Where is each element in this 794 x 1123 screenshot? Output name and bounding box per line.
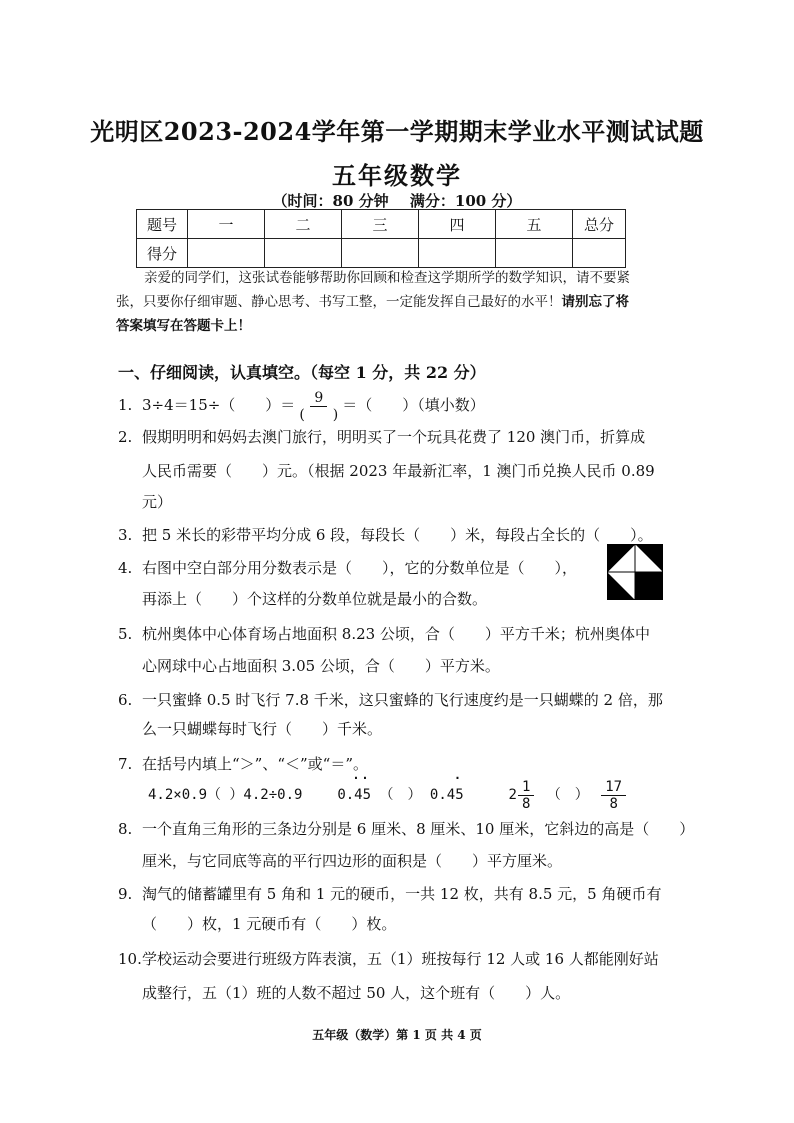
score-cell: 五 [496,210,573,239]
question-number: 5. [118,625,133,643]
question-10-line-2: 成整行，五（1）班的人数不超过 50 人，这个班有（ ）人。 [142,984,571,1002]
intro-line [116,290,676,314]
repeating-decimal [429,771,464,814]
question-number: 10. [118,950,142,968]
score-cell-blank [573,239,626,268]
question-number: 3. [118,526,133,544]
comparison-1: 4.2×0.9（ ）4.2÷0.9 [148,787,303,803]
question-8-line-2: 厘米，与它同底等高的平行四边形的面积是（ ）平方厘米。 [142,852,563,870]
question-text: 一个直角三角形的三条边分别是 6 厘米、8 厘米、10 厘米，它斜边的高是（ ） [142,820,695,838]
mixed-number-whole: 2 [508,787,517,803]
score-table-header-row [137,210,626,239]
score-cell-blank [342,239,419,268]
comparison-blank: （ ） [546,787,589,803]
question-1 [118,388,485,423]
repeating-decimal [337,771,372,814]
score-cell-blank [419,239,496,268]
question-number: 8. [118,820,133,838]
question-4-line-2: 再添上（ ）个这样的分数单位就是最小的合数。 [142,590,488,608]
question-text: 3÷4＝15÷（ ）＝ [142,396,296,414]
fraction [299,390,338,423]
question-5 [118,617,650,651]
repeat-dot: · [352,771,360,785]
exam-time: （时间：80 分钟 [272,192,389,210]
score-cell: 三 [342,210,419,239]
exam-full-score: 满分：100 分） [409,192,522,210]
intro-line [116,314,676,338]
score-cell: 题号 [137,210,188,239]
repeat-dot: · [453,771,462,785]
score-cell: 一 [188,210,265,239]
score-table-score-row [137,239,626,268]
repeating-decimal-value: 0.45 [429,787,464,803]
score-cell: 得分 [137,239,188,268]
question-number: 6. [118,691,133,709]
question-text: 淘气的储蓄罐里有 5 角和 1 元的硬币，一共 12 枚，共有 8.5 元，5 角硬币有 [142,885,662,903]
page-footer: 五年级（数学）第 1 页 共 4 页 [312,1028,482,1042]
exam-time-score [0,190,794,211]
score-cell: 四 [419,210,496,239]
exam-title: 光明区2023-2024学年第一学期期末学业水平测试试题 [90,117,704,146]
question-number: 7. [118,755,133,773]
fraction-numerator: 1 [518,779,534,796]
intro-line: 亲爱的同学们，这张试卷能够帮助你回顾和检查这学期所学的数学知识，请不要紧 [144,270,630,286]
question-number: 2. [118,428,133,446]
intro-text [116,266,676,338]
question-text: 假期明明和妈妈去澳门旅行，明明买了一个玩具花费了 120 澳门币，折算成 [142,428,646,446]
question-2-line-2: 人民币需要（ ）元。（根据 2023 年最新汇率，1 澳门币兑换人民币 0.89 [142,462,655,480]
question-10 [118,942,659,976]
question-7-comparisons [148,771,630,814]
question-text: 在括号内填上“＞”、“＜”或“＝”。 [142,755,369,773]
question-6 [118,683,663,717]
question-text: 杭州奥体中心体育场占地面积 8.23 公顷，合（ ）平方千米；杭州奥体中 [142,625,650,643]
question-number: 9. [118,885,133,903]
score-cell: 总分 [573,210,626,239]
score-cell: 二 [265,210,342,239]
question-text: 把 5 米长的彩带平均分成 6 段，每段长（ ）米，每段占全长的（ ）。 [142,526,653,544]
intro-line-bold: 答案填写在答题卡上！ [116,318,251,334]
intro-line-bold: 请别忘了将 [561,294,629,310]
fraction-numerator: 17 [601,779,626,796]
question-text: 右图中空白部分用分数表示是（ ），它的分数单位是（ ）， [142,559,578,577]
fraction-denominator: ( ) [299,406,339,423]
question-number: 1. [118,396,133,414]
question-text: 一只蜜蜂 0.5 时飞行 7.8 千米，这只蜜蜂的飞行速度约是一只蝴蝶的 2 倍，那 [142,691,663,709]
fraction [518,779,534,812]
question-8 [118,812,694,846]
fraction [601,779,626,812]
repeat-dot: · [361,771,369,785]
question-text: 学校运动会要进行班级方阵表演，五（1）班按每行 12 人或 16 人都能刚好站 [142,950,659,968]
fraction-square-figure [607,544,663,600]
question-9-line-2: （ ）枚，1 元硬币有（ ）枚。 [142,915,397,933]
comparison-blank: （ ） [379,787,422,803]
section-1-title: 一、仔细阅读，认真填空。（每空 1 分，共 22 分） [118,363,486,382]
question-2-line-3: 元） [142,493,173,511]
question-6-line-2: 么一只蝴蝶每时飞行（ ）千米。 [142,720,383,738]
question-number: 4. [118,559,133,577]
fraction-denominator: 8 [521,795,531,812]
score-cell-blank [188,239,265,268]
score-cell-blank [265,239,342,268]
score-cell-blank [496,239,573,268]
question-3 [118,518,653,552]
question-2 [118,420,645,454]
fraction-denominator: 8 [609,795,618,812]
question-5-line-2: 心网球中心占地面积 3.05 公顷，合（ ）平方米。 [142,657,500,675]
question-9 [118,877,662,911]
question-4 [118,551,577,585]
question-text: ＝（ ）（填小数） [342,396,485,414]
fraction-numerator: 9 [310,390,327,407]
intro-line-normal: 张，只要你仔细审题、静心思考、书写工整，一定能发挥自己最好的水平！ [116,294,562,310]
score-table [136,209,626,268]
repeating-decimal-value: 0.45 [337,787,372,803]
exam-subtitle: 五年级数学 [332,161,462,190]
